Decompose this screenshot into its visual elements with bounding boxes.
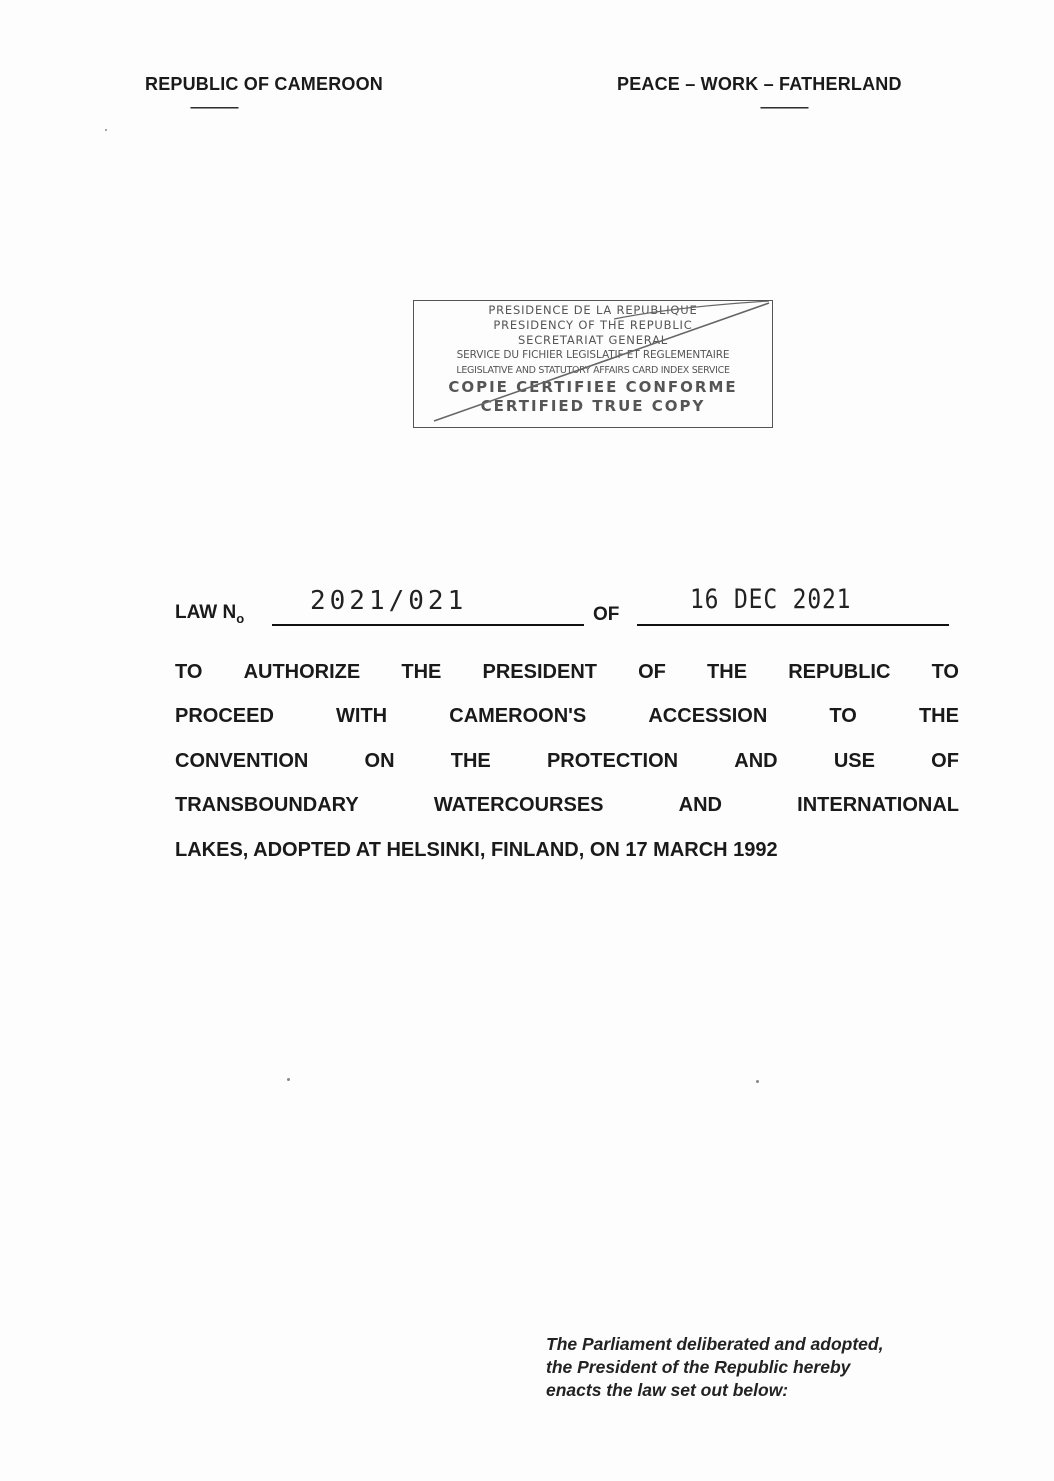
- title-line-5: LAKES, ADOPTED AT HELSINKI, FINLAND, ON 17 MARCH 1992: [175, 838, 778, 861]
- law-number-underline: [272, 624, 584, 626]
- law-title: [175, 650, 959, 873]
- law-number-line: [175, 586, 955, 630]
- enacting-clause-line-1: The Parliament deliberated and adopted,: [546, 1334, 884, 1354]
- stamp-signature-stroke: [414, 301, 774, 429]
- certified-true-copy-stamp: [413, 300, 773, 428]
- enacting-clause: [546, 1333, 966, 1402]
- stamp-line-service-en: LEGISLATIVE AND STATUTORY AFFAIRS CARD INDEX SERVICE: [456, 365, 730, 376]
- header-separator-right: ----------------: [760, 100, 808, 114]
- scan-speck: [105, 129, 107, 131]
- title-line-4: TRANSBOUNDARY WATERCOURSES AND INTERNATIONAL: [175, 794, 959, 817]
- stamp-line-copie-conforme: COPIE CERTIFIEE CONFORME: [448, 378, 738, 396]
- law-number-value: 2021/021: [310, 586, 468, 616]
- stamp-line-certified-copy: CERTIFIED TRUE COPY: [480, 397, 706, 415]
- scan-speck: [287, 1078, 290, 1081]
- law-number-label: LAW $N_o$: [175, 602, 245, 626]
- law-date-underline: [637, 624, 949, 626]
- law-of-label: OF: [593, 604, 620, 625]
- stamp-line-presidence: PRESIDENCE DE LA REPUBLIQUE: [488, 303, 698, 317]
- scan-speck: [756, 1080, 759, 1083]
- stamp-line-service-fr: SERVICE DU FICHIER LEGISLATIF ET REGLEMENTAIRE: [456, 349, 730, 361]
- enacting-clause-line-2: the President of the Republic hereby: [546, 1357, 851, 1377]
- stamp-line-secretariat: SECRETARIAT GENERAL: [518, 333, 668, 347]
- title-line-1: TO AUTHORIZE THE PRESIDENT OF THE REPUBLIC TO: [175, 660, 959, 683]
- header-separator-left: ----------------: [190, 100, 238, 114]
- header-country: REPUBLIC OF CAMEROON: [145, 74, 383, 94]
- stamp-line-presidency: PRESIDENCY OF THE REPUBLIC: [493, 318, 693, 332]
- header-motto: PEACE – WORK – FATHERLAND: [617, 74, 902, 94]
- title-line-2: PROCEED WITH CAMEROON'S ACCESSION TO THE: [175, 705, 959, 728]
- enacting-clause-line-3: enacts the law set out below:: [546, 1380, 789, 1400]
- law-date-value: 16 DEC 2021: [690, 584, 852, 615]
- title-line-3: CONVENTION ON THE PROTECTION AND USE OF: [175, 749, 959, 772]
